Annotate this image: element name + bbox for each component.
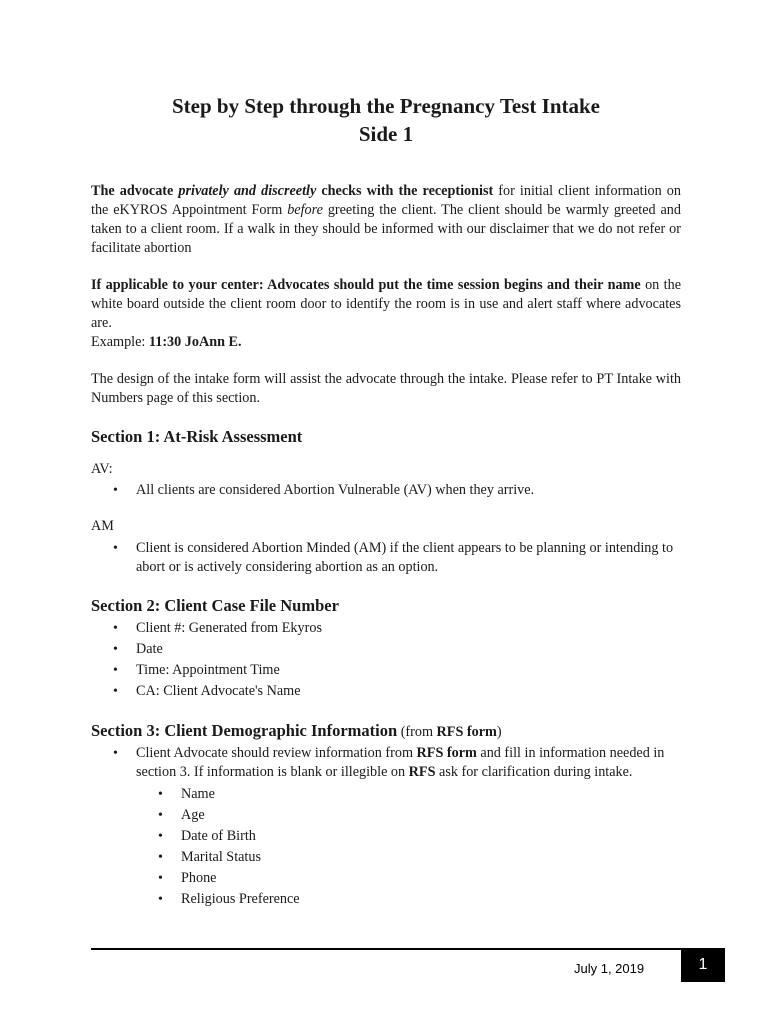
intro-paragraph xyxy=(91,182,681,258)
s3-text-a: Client Advocate should review information from xyxy=(136,745,417,761)
list-item: • Name xyxy=(91,785,681,804)
am-label: AM xyxy=(91,518,114,534)
document-title: Step by Step through the Pregnancy Test Intake xyxy=(171,94,601,118)
list-item: • Marital Status xyxy=(91,848,681,867)
section2-list xyxy=(91,619,681,703)
document-subtitle: Side 1 xyxy=(358,122,414,146)
list-item: • Age xyxy=(91,806,681,825)
intro-text-c: checks with the receptionist xyxy=(316,183,494,199)
list-item: • Time: Appointment Time xyxy=(91,661,681,680)
list-item: • Date xyxy=(91,640,681,659)
intro-before: before xyxy=(287,202,323,218)
footer-divider xyxy=(91,948,681,950)
footer-date: July 1, 2019 xyxy=(574,961,645,976)
whiteboard-text: on the white board outside the client room door to identify the room is in use and alert staff where advocates are. xyxy=(91,277,681,331)
list-item: • Date of Birth xyxy=(91,827,681,846)
section3-paren-close: ) xyxy=(496,724,502,740)
intro-text-a: The advocate xyxy=(91,183,179,199)
am-list xyxy=(91,539,681,579)
av-label: AV: xyxy=(91,461,113,477)
section1-heading: Section 1: At-Risk Assessment xyxy=(91,427,303,446)
section3-rfs: RFS form xyxy=(436,724,497,740)
list-item: • All clients are considered Abortion Vulnerable (AV) when they arrive. xyxy=(91,481,681,500)
intro-emphasis: privately and discreetly xyxy=(178,183,317,199)
section3-heading-text: Section 3: Client Demographic Information xyxy=(91,721,398,740)
section2-heading: Section 2: Client Case File Number xyxy=(91,596,339,615)
section3-list xyxy=(91,744,681,784)
intro-text-d: for initial client information on the eKYROS Appointment Form xyxy=(91,183,681,218)
s3-rfs: RFS xyxy=(408,764,436,780)
example-label: Example: xyxy=(91,334,149,350)
list-item: • Client is considered Abortion Minded (AM) if the client appears to be planning or intending to abort or is actively considering abortion as an option. xyxy=(91,539,681,577)
list-item xyxy=(91,744,681,782)
page-number: 1 xyxy=(681,948,725,982)
s3-text-e: ask for clarification during intake. xyxy=(435,764,633,780)
design-paragraph: The design of the intake form will assist the advocate through the intake. Please refer to PT Intake with Numbers page of this section. xyxy=(91,371,681,406)
list-item: • Phone xyxy=(91,869,681,888)
section3-heading xyxy=(91,721,502,741)
av-list xyxy=(91,481,681,502)
example-value: 11:30 JoAnn E. xyxy=(148,334,242,350)
whiteboard-bold: If applicable to your center: Advocates should put the time session begins and their name xyxy=(91,277,641,293)
section3-paren-open: (from xyxy=(397,724,437,740)
intro-text-f: greeting the client. The client should be warmly greeted and taken to a client room. If a walk in they should be informed with our disclaimer that we do not refer or facilitate abortion xyxy=(91,202,681,256)
s3-text-c: and fill in information needed in section 3. If information is blank or illegible on xyxy=(136,745,665,780)
s3-rfs-form: RFS form xyxy=(416,745,477,761)
list-item: • Religious Preference xyxy=(91,890,681,909)
whiteboard-paragraph xyxy=(91,276,681,352)
list-item: • Client #: Generated from Ekyros xyxy=(91,619,681,638)
list-item: • CA: Client Advocate's Name xyxy=(91,682,681,701)
section3-sublist xyxy=(91,785,681,911)
